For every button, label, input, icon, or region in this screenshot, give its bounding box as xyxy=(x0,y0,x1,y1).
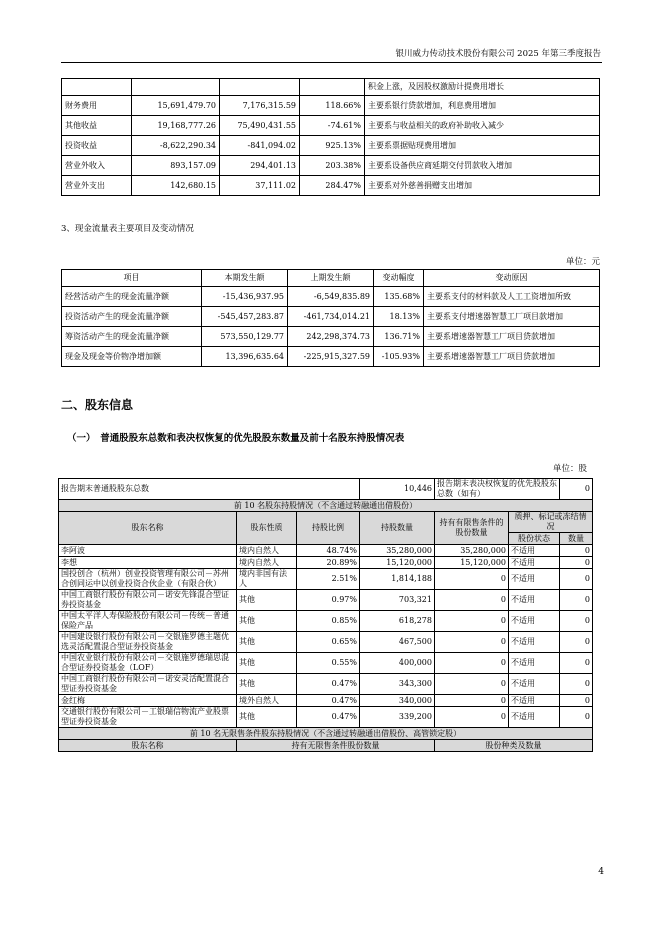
change-cell: 203.38% xyxy=(300,156,365,176)
share-status: 不适用 xyxy=(509,569,560,590)
reason-cell: 主要系设备供应商延期交付罚款收入增加 xyxy=(365,156,600,176)
shareholding-ratio: 0.55% xyxy=(297,653,360,674)
shareholder-nature: 其他 xyxy=(237,674,297,695)
header-current: 本期发生额 xyxy=(202,270,288,287)
item-cell: 财务费用 xyxy=(62,96,132,116)
pledge-count: 0 xyxy=(560,707,593,728)
previous-cell: 242,298,374.73 xyxy=(288,327,374,347)
shareholder-nature: 境内非国有法人 xyxy=(237,569,297,590)
restricted-quantity: 35,280,000 xyxy=(435,545,509,557)
restricted-quantity: 0 xyxy=(435,590,509,611)
item-cell: 现金及现金等价物净增加额 xyxy=(62,347,202,367)
table-row xyxy=(59,653,593,674)
current-cell: 142,680.15 xyxy=(132,176,220,196)
shareholder-name: 中国工商银行股份有限公司－诺安先锋混合型证券投资基金 xyxy=(59,590,237,611)
previous-cell: 37,111.02 xyxy=(220,176,300,196)
shareholder-name: 李阿波 xyxy=(59,545,237,557)
shareholder-nature: 其他 xyxy=(237,707,297,728)
income-change-table xyxy=(61,78,600,196)
reason-cell: 主要系票据贴现费用增加 xyxy=(365,136,600,156)
change-cell: -74.61% xyxy=(300,116,365,136)
reason-cell: 主要系银行贷款增加，利息费用增加 xyxy=(365,96,600,116)
table-row xyxy=(62,176,600,196)
header-status: 股份状态 xyxy=(509,533,560,545)
change-cell: 284.47% xyxy=(300,176,365,196)
current-cell: 15,691,479.70 xyxy=(132,96,220,116)
table-row xyxy=(59,569,593,590)
previous-cell: -461,734,014.21 xyxy=(288,307,374,327)
shareholding-ratio: 0.85% xyxy=(297,611,360,632)
table-row xyxy=(62,96,600,116)
shareholder-name: 中国太平洋人寿保险股份有限公司－传统－普通保险产品 xyxy=(59,611,237,632)
share-status: 不适用 xyxy=(509,695,560,707)
pledge-count: 0 xyxy=(560,611,593,632)
top10-title-row xyxy=(59,500,593,512)
cashflow-section-title: 3、现金流量表主要项目及变动情况 xyxy=(61,224,194,234)
shareholding-quantity: 618,278 xyxy=(360,611,435,632)
restricted-quantity: 0 xyxy=(435,632,509,653)
current-cell: -545,457,283.87 xyxy=(202,307,288,327)
shareholding-quantity: 340,000 xyxy=(360,695,435,707)
table-header-row xyxy=(62,270,600,287)
shareholding-quantity: 703,321 xyxy=(360,590,435,611)
shareholder-nature: 境外自然人 xyxy=(237,695,297,707)
shareholder-name: 交通银行股份有限公司－工银瑞信物流产业股票型证券投资基金 xyxy=(59,707,237,728)
reason-cell: 主要系支付的材料款及人工工资增加所致 xyxy=(424,287,600,307)
shareholding-ratio: 0.47% xyxy=(297,695,360,707)
shareholder-name: 李想 xyxy=(59,557,237,569)
previous-cell: 75,490,431.55 xyxy=(220,116,300,136)
item-cell: 经营活动产生的现金流量净额 xyxy=(62,287,202,307)
unrestricted-header-quantity: 持有无限售条件股份数量 xyxy=(237,740,435,752)
table-row xyxy=(62,156,600,176)
shareholding-ratio: 0.47% xyxy=(297,674,360,695)
share-status: 不适用 xyxy=(509,557,560,569)
unrestricted-title-row xyxy=(59,728,593,740)
header-count: 数量 xyxy=(560,533,593,545)
pledge-count: 0 xyxy=(560,545,593,557)
shareholding-ratio: 20.89% xyxy=(297,557,360,569)
header-divider xyxy=(61,62,602,63)
current-cell: 13,396,635.64 xyxy=(202,347,288,367)
share-status: 不适用 xyxy=(509,611,560,632)
change-cell: 18.13% xyxy=(374,307,424,327)
shareholder-table xyxy=(58,478,593,752)
item-cell: 筹资活动产生的现金流量净额 xyxy=(62,327,202,347)
current-cell: 19,168,777.26 xyxy=(132,116,220,136)
header-item: 项目 xyxy=(62,270,202,287)
shareholder-nature: 其他 xyxy=(237,590,297,611)
shareholder-nature: 境内自然人 xyxy=(237,545,297,557)
total-shareholders-value: 10,446 xyxy=(360,479,435,500)
change-cell: 118.66% xyxy=(300,96,365,116)
share-status: 不适用 xyxy=(509,545,560,557)
cashflow-table xyxy=(61,269,600,367)
shareholder-nature: 其他 xyxy=(237,653,297,674)
current-cell: 573,550,129.77 xyxy=(202,327,288,347)
share-status: 不适用 xyxy=(509,653,560,674)
shareholding-quantity: 343,300 xyxy=(360,674,435,695)
reason-cell: 主要系增速器智慧工厂项目贷款增加 xyxy=(424,327,600,347)
shareholding-ratio: 48.74% xyxy=(297,545,360,557)
table-row xyxy=(59,611,593,632)
share-status: 不适用 xyxy=(509,707,560,728)
shareholder-name: 中国农业银行股份有限公司－交银施罗德瑞思混合型证券投资基金（LOF） xyxy=(59,653,237,674)
report-header-title: 银川威力传动技术股份有限公司 2025 年第三季度报告 xyxy=(395,49,601,59)
change-cell: 925.13% xyxy=(300,136,365,156)
shareholding-ratio: 0.47% xyxy=(297,707,360,728)
restricted-quantity: 0 xyxy=(435,569,509,590)
reason-cell: 积金上涨，及因股权激励计提费用增长 xyxy=(365,79,600,96)
shareholder-name: 中国建设银行股份有限公司－交银施罗德主题优选灵活配置混合型证券投资基金 xyxy=(59,632,237,653)
reason-cell: 主要系增速器智慧工厂项目贷款增加 xyxy=(424,347,600,367)
share-status: 不适用 xyxy=(509,590,560,611)
table-row xyxy=(59,590,593,611)
shareholder-nature: 其他 xyxy=(237,611,297,632)
share-status: 不适用 xyxy=(509,632,560,653)
table-row xyxy=(59,707,593,728)
table-row xyxy=(59,632,593,653)
header-restricted: 持有有限售条件的股份数量 xyxy=(435,512,509,545)
page-number: 4 xyxy=(598,867,604,877)
header-quantity: 持股数量 xyxy=(360,512,435,545)
shareholding-ratio: 0.65% xyxy=(297,632,360,653)
current-cell: -8,622,290.34 xyxy=(132,136,220,156)
table-row xyxy=(62,327,600,347)
table-row xyxy=(62,307,600,327)
table-row xyxy=(62,136,600,156)
table-row xyxy=(62,347,600,367)
previous-cell: -225,915,327.59 xyxy=(288,347,374,367)
pledge-count: 0 xyxy=(560,569,593,590)
previous-cell: 7,176,315.59 xyxy=(220,96,300,116)
shareholding-quantity: 35,280,000 xyxy=(360,545,435,557)
previous-cell: -6,549,835.89 xyxy=(288,287,374,307)
restricted-quantity: 15,120,000 xyxy=(435,557,509,569)
item-cell: 营业外收入 xyxy=(62,156,132,176)
change-cell: 135.68% xyxy=(374,287,424,307)
top10-title: 前 10 名股东持股情况（不含通过转融通出借股份） xyxy=(59,500,593,512)
unrestricted-header-name: 股东名称 xyxy=(59,740,237,752)
total-shareholders-label: 报告期末普通股股东总数 xyxy=(59,479,360,500)
shareholder-unit: 单位：股 xyxy=(552,464,587,474)
pledge-count: 0 xyxy=(560,653,593,674)
subsection-title: （一） 普通股股东总数和表决权恢复的优先股股东数量及前十名股东持股情况表 xyxy=(67,433,405,444)
preferred-shareholders-value: 0 xyxy=(560,479,593,500)
change-cell: -105.93% xyxy=(374,347,424,367)
shareholder-name: 金红梅 xyxy=(59,695,237,707)
table-row xyxy=(62,79,600,96)
reason-cell: 主要系对外慈善捐赠支出增加 xyxy=(365,176,600,196)
table-row xyxy=(62,116,600,136)
pledge-count: 0 xyxy=(560,590,593,611)
table-header-row xyxy=(59,512,593,533)
table-row xyxy=(59,674,593,695)
previous-cell: 294,401.13 xyxy=(220,156,300,176)
shareholding-ratio: 2.51% xyxy=(297,569,360,590)
header-name: 股东名称 xyxy=(59,512,237,545)
shareholding-ratio: 0.97% xyxy=(297,590,360,611)
item-cell: 其他收益 xyxy=(62,116,132,136)
shareholder-name: 中国工商银行股份有限公司－诺安灵活配置混合型证券投资基金 xyxy=(59,674,237,695)
shareholding-quantity: 1,814,188 xyxy=(360,569,435,590)
shareholding-quantity: 400,000 xyxy=(360,653,435,674)
shareholding-quantity: 467,500 xyxy=(360,632,435,653)
summary-row xyxy=(59,479,593,500)
header-previous: 上期发生额 xyxy=(288,270,374,287)
reason-cell: 主要系与收益相关的政府补助收入减少 xyxy=(365,116,600,136)
current-cell: -15,436,937.95 xyxy=(202,287,288,307)
table-row xyxy=(59,695,593,707)
header-pledge: 质押、标记或冻结情况 xyxy=(509,512,593,533)
item-cell: 营业外支出 xyxy=(62,176,132,196)
shareholding-quantity: 15,120,000 xyxy=(360,557,435,569)
restricted-quantity: 0 xyxy=(435,695,509,707)
cashflow-unit: 单位：元 xyxy=(565,257,600,267)
restricted-quantity: 0 xyxy=(435,707,509,728)
header-nature: 股东性质 xyxy=(237,512,297,545)
table-row xyxy=(59,545,593,557)
restricted-quantity: 0 xyxy=(435,611,509,632)
reason-cell: 主要系支付增速器智慧工厂项目款增加 xyxy=(424,307,600,327)
unrestricted-header-type: 股份种类及数量 xyxy=(435,740,593,752)
unrestricted-header-row xyxy=(59,740,593,752)
header-reason: 变动原因 xyxy=(424,270,600,287)
preferred-shareholders-label: 报告期末表决权恢复的优先股股东总数（如有） xyxy=(435,479,560,500)
previous-cell: -841,094.02 xyxy=(220,136,300,156)
pledge-count: 0 xyxy=(560,695,593,707)
share-status: 不适用 xyxy=(509,674,560,695)
section-title: 二、股东信息 xyxy=(61,398,134,412)
shareholder-nature: 境内自然人 xyxy=(237,557,297,569)
header-ratio: 持股比例 xyxy=(297,512,360,545)
item-cell: 投资收益 xyxy=(62,136,132,156)
shareholder-name: 国投创合（杭州）创业投资管理有限公司－苏州合创同运中以创业投资合伙企业（有限合伙） xyxy=(59,569,237,590)
pledge-count: 0 xyxy=(560,557,593,569)
table-row xyxy=(59,557,593,569)
restricted-quantity: 0 xyxy=(435,653,509,674)
change-cell: 136.71% xyxy=(374,327,424,347)
table-row xyxy=(62,287,600,307)
unrestricted-title: 前 10 名无限售条件股东持股情况（不含通过转融通出借股份、高管锁定股） xyxy=(59,728,593,740)
pledge-count: 0 xyxy=(560,674,593,695)
shareholder-nature: 其他 xyxy=(237,632,297,653)
pledge-count: 0 xyxy=(560,632,593,653)
header-change: 变动幅度 xyxy=(374,270,424,287)
current-cell: 893,157.09 xyxy=(132,156,220,176)
item-cell: 投资活动产生的现金流量净额 xyxy=(62,307,202,327)
shareholding-quantity: 339,200 xyxy=(360,707,435,728)
restricted-quantity: 0 xyxy=(435,674,509,695)
